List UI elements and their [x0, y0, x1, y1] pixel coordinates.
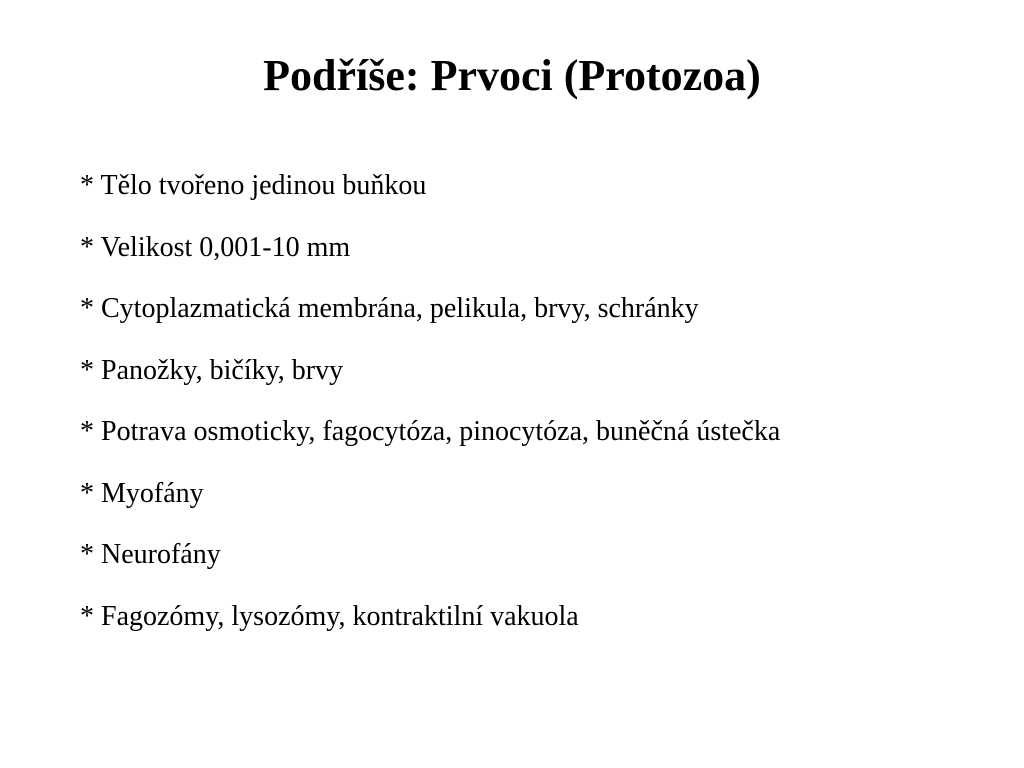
bullet-item: * Cytoplazmatická membrána, pelikula, brvy, schránky	[80, 293, 699, 324]
bullet-item: * Myofány	[80, 477, 204, 509]
bullet-item: * Panožky, bičíky, brvy	[80, 354, 344, 386]
bullet-item: * Neurofány	[80, 539, 221, 570]
bullet-item: * Velikost 0,001-10 mm	[80, 231, 351, 263]
bullet-list	[80, 166, 1000, 658]
bullet-item: * Fagozómy, lysozómy, kontraktilní vakuola	[80, 600, 579, 632]
slide-title: Podříše: Prvoci (Protozoa)	[263, 51, 761, 100]
bullet-item: * Tělo tvořeno jedinou buňkou	[80, 170, 427, 201]
bullet-item: * Potrava osmoticky, fagocytóza, pinocytóza, buněčná ústečka	[80, 416, 781, 447]
